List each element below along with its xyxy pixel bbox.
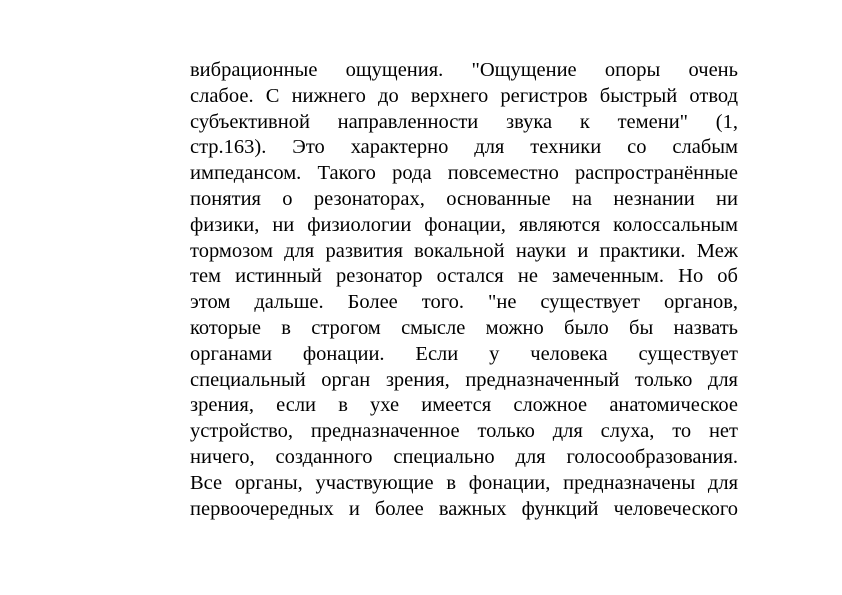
text-line: субъективной направленности звука к темени" (1, (190, 110, 738, 133)
text-line: первоочередных и более важных функций человеческого (190, 497, 738, 520)
text-line: слабое. С нижнего до верхнего регистров быстрый отвод (190, 84, 738, 107)
text-line: специальный орган зрения, предназначенный только для (190, 368, 738, 391)
text-line: тем истинный резонатор остался не замеченным. Но об (190, 265, 738, 288)
text-line: импедансом. Такого рода повсеместно распространённые (190, 162, 738, 185)
text-line: ничего, созданного специально для голосообразования. (190, 445, 738, 468)
text-line: этом дальше. Более того. "не существует органов, (190, 291, 738, 314)
text-line: органами фонации. Если у человека существует (190, 342, 738, 365)
text-line: которые в строгом смысле можно было бы назвать (190, 316, 738, 339)
text-line: тормозом для развития вокальной науки и практики. Меж (190, 239, 738, 262)
text-line: физики, ни физиологии фонации, являются колоссальным (190, 213, 738, 236)
text-line: стр.163). Это характерно для техники со слабым (190, 136, 738, 159)
text-line: вибрационные ощущения. "Ощущение опоры очень (190, 59, 738, 81)
text-line: Все органы, участвующие в фонации, предназначены для (190, 471, 738, 494)
body-text (190, 58, 738, 522)
text-line: устройство, предназначенное только для слуха, то нет (190, 420, 738, 443)
text-line: зрения, если в ухе имеется сложное анатомическое (190, 394, 738, 417)
text-line: понятия о резонаторах, основанные на незнании ни (190, 187, 738, 210)
